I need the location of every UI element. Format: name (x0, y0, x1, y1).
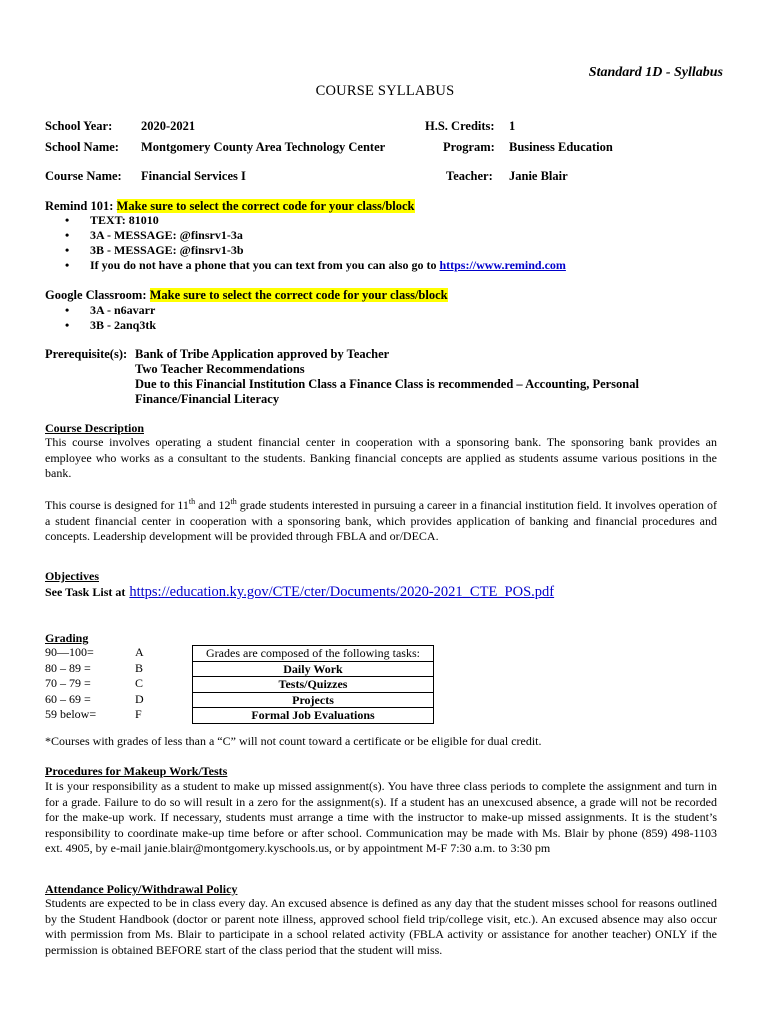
standard-label: Standard 1D - Syllabus (588, 65, 723, 80)
description-paragraph-1: This course involves operating a student financial center in cooperation with a sponsoring bank. The sponsoring bank provides an employee who works as a consultant to the students. Banking financial concepts are applied as students assume various positions in the bank. (45, 435, 717, 480)
grade-letter: D (135, 691, 144, 706)
prereq-line: Bank of Tribe Application approved by Teacher (135, 347, 390, 361)
remind-last-text: If you do not have a phone that you can text from you can also go to (90, 258, 437, 272)
remind-heading (45, 199, 415, 214)
prereq-line: Two Teacher Recommendations (135, 362, 305, 376)
remind-label: Remind 101: (45, 199, 114, 213)
text-span: and 12 (195, 498, 231, 512)
attendance-paragraph: Students are expected to be in class every day. An excused absence is defined as any day that the student misses school for reasons outlined by the Student Handbook (doctor or parent note illness, approved school field trip/college visit, etc.). An excused absence may also occur with permission from Ms. Blair to participate in a school related activity (FBLA activity or assistance for another teacher) ONLY if the permission is obtained BEFORE start of the class period that the student will miss. (45, 896, 717, 957)
school-name-value: Montgomery County Area Technology Center (141, 140, 386, 154)
text-span: grade students interested in pursuing a career in a financial institution field. It involves operation of a student financial center in cooperation with a sponsoring bank, which provides application of banking and financial procedures and concepts. Leadership development will be provided through FBLA and or/DECA. (45, 498, 717, 543)
prereq-list (135, 347, 639, 407)
task-list-link[interactable]: https://education.ky.gov/CTE/cter/Documents/2020-2021_CTE_POS.pdf (129, 584, 555, 600)
table-row: Projects (193, 692, 434, 708)
task-list-label: See Task List at (45, 585, 126, 599)
grade-range: 80 – 89 = (45, 660, 91, 675)
table-row: Formal Job Evaluations (193, 708, 434, 724)
makeup-paragraph: It is your responsibility as a student to make up missed assignment(s). You have three class periods to complete the assignment and turn in for a grade. Failure to do so will result in a zero for the assignment(s). If a student has an unexcused absence, a grade will not be recorded for the make-up work. If necessary, students must arrange a time with the instructor to make-up missed assignments. It is the student’s responsibility to coordinate make-up time before or after school. Communication may be made with Ms. Blair by phone (859) 498-1103 ext. 4905, by e-mail janie.blair@montgomery.kyschools.us, or by appointment M-F 7:30 a.m. to 3:30 pm (45, 779, 717, 855)
course-name-value: Financial Services I (141, 169, 246, 183)
program-value: Business Education (509, 140, 613, 154)
list-item: • TEXT: 81010 (45, 213, 725, 228)
grade-letter: C (135, 676, 144, 690)
classroom-label: Google Classroom: (45, 288, 147, 302)
classroom-list (45, 303, 725, 333)
superscript: th (188, 497, 196, 506)
grading-note: *Courses with grades of less than a “C” will not count toward a certificate or be eligible for dual credit. (45, 734, 542, 748)
grading-heading: Grading (45, 631, 89, 645)
grade-range: 59 below= (45, 707, 97, 721)
table-row: Daily Work (193, 661, 434, 677)
prereq-line: Finance/Financial Literacy (135, 392, 280, 406)
course-name-label: Course Name: (45, 169, 122, 183)
classroom-heading (45, 288, 448, 303)
objectives-line (45, 583, 554, 601)
teacher-label: Teacher: (446, 169, 493, 183)
list-item (45, 258, 725, 273)
list-item: • 3A - MESSAGE: @finsrv1-3a (45, 228, 725, 243)
grade-tasks-table (192, 645, 434, 724)
grade-range: 70 – 79 = (45, 676, 91, 690)
remind-link[interactable]: https://www.remind.com (439, 258, 566, 272)
prereq-label: Prerequisite(s): (45, 347, 128, 361)
attendance-heading: Attendance Policy/Withdrawal Policy (45, 882, 238, 896)
grade-letter: A (135, 645, 144, 659)
grade-letter: F (135, 707, 142, 721)
description-paragraph-2 (45, 494, 717, 545)
table-row: Tests/Quizzes (193, 677, 434, 693)
makeup-heading: Procedures for Makeup Work/Tests (45, 764, 228, 778)
list-item: • 3B - MESSAGE: @finsrv1-3b (45, 243, 725, 258)
grade-ranges (45, 645, 115, 723)
superscript: th (230, 497, 237, 506)
grade-range: 60 – 69 = (45, 691, 91, 706)
program-label: Program: (443, 140, 495, 154)
school-name-label: School Name: (45, 140, 119, 154)
school-year-value: 2020-2021 (141, 119, 196, 133)
school-year-label: School Year: (45, 119, 113, 133)
grade-letter: B (135, 660, 144, 675)
table-header: Grades are composed of the following tasks: (193, 646, 434, 662)
page-title: COURSE SYLLABUS (315, 83, 455, 99)
grade-range: 90—100= (45, 645, 94, 659)
credits-value: 1 (509, 119, 516, 133)
credits-label: H.S. Credits: (425, 119, 495, 133)
list-item: • 3B - 2anq3tk (45, 318, 725, 333)
classroom-highlight: Make sure to select the correct code for your class/block (149, 288, 448, 302)
text-span: This course is designed for 11 (45, 498, 189, 512)
description-heading: Course Description (45, 421, 144, 435)
remind-list (45, 213, 725, 273)
teacher-value: Janie Blair (509, 169, 568, 183)
remind-highlight: Make sure to select the correct code for your class/block (116, 199, 415, 213)
prereq-line: Due to this Financial Institution Class a Finance Class is recommended – Accounting, Personal (135, 377, 639, 391)
list-item: • 3A - n6avarr (45, 303, 725, 318)
objectives-heading: Objectives (45, 569, 99, 583)
grade-letters (135, 645, 155, 723)
